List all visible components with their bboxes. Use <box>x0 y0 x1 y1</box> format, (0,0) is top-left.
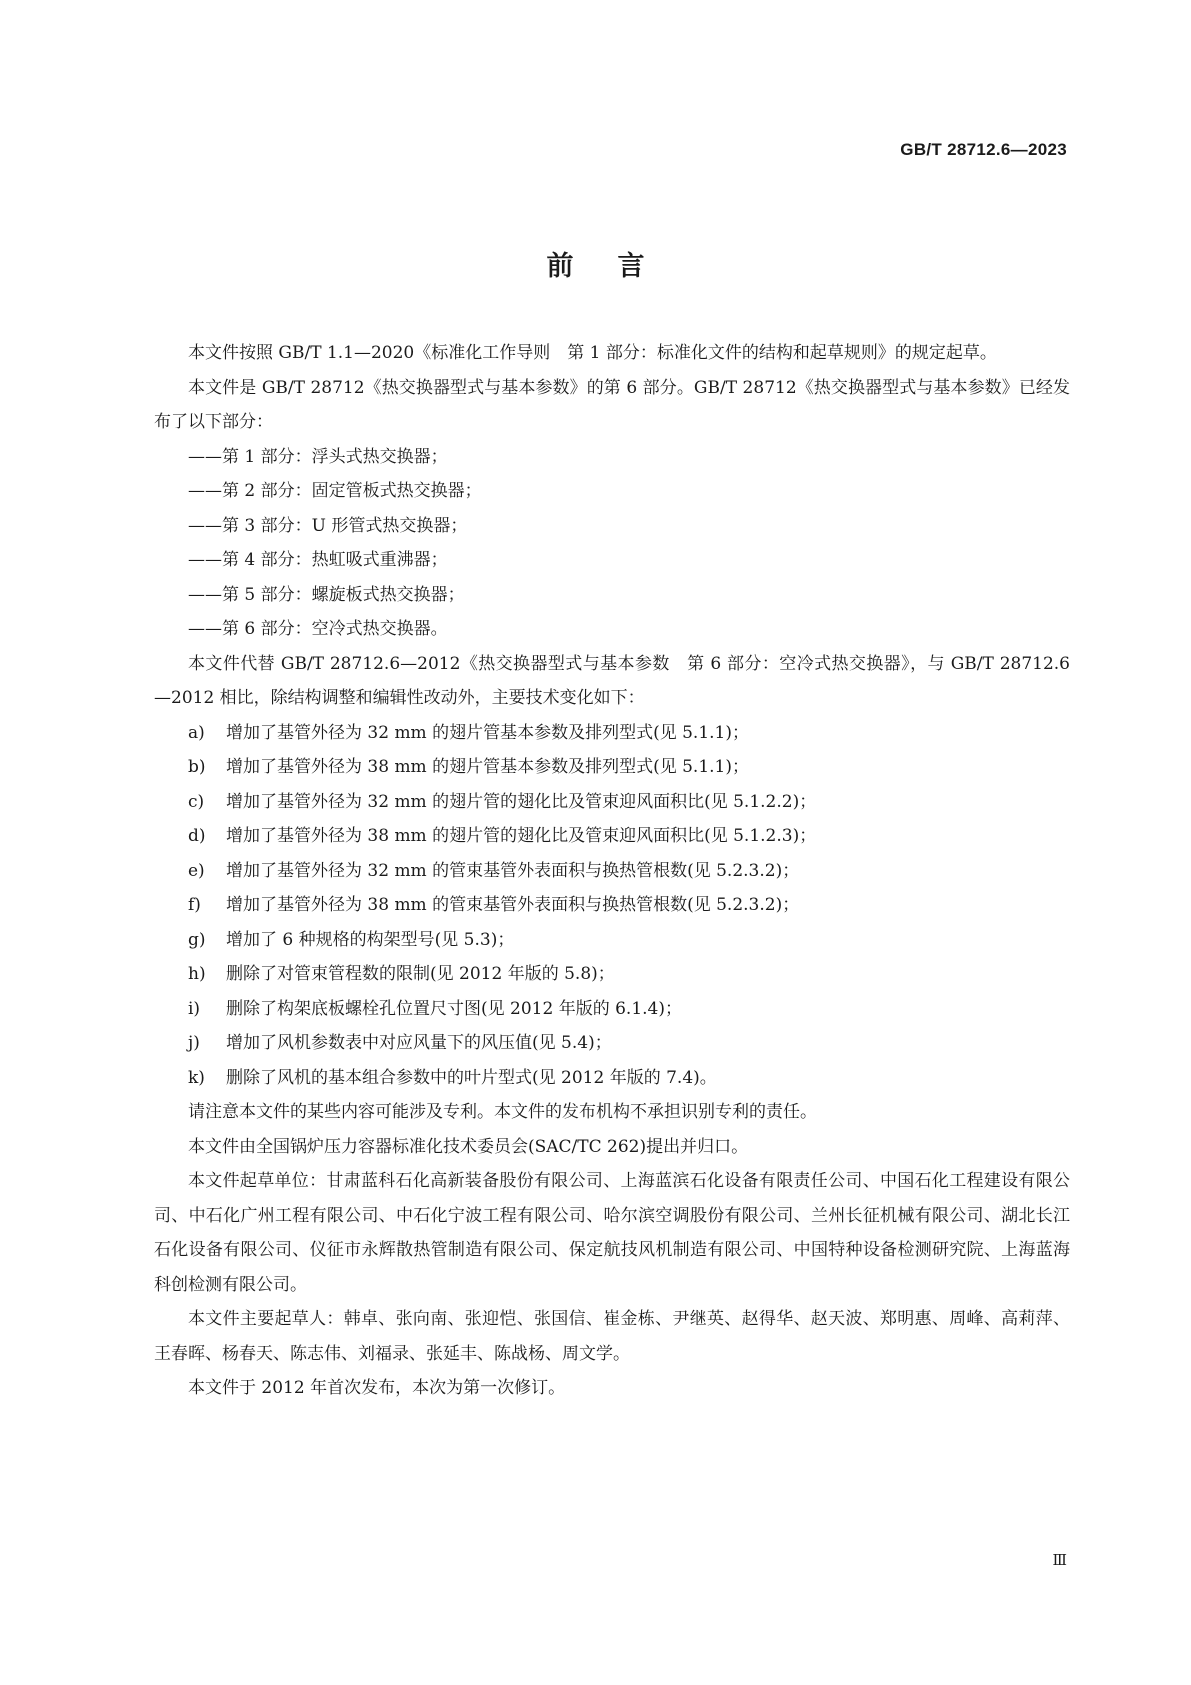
drafters: 本文件主要起草人：韩卓、张向南、张迎恺、张国信、崔金栋、尹继英、赵得华、赵天波、郑明惠、周峰、高莉萍、王春晖、杨春天、陈志伟、刘福录、张延丰、陈战杨、周文学。 <box>154 1309 1070 1364</box>
change-text: 删除了风机的基本组合参数中的叶片型式(见 2012 年版的 7.4)。 <box>226 1067 717 1088</box>
part-list-item: ——第 3 部分：U 形管式热交换器； <box>188 515 468 536</box>
change-item <box>154 854 1070 889</box>
change-text: 增加了基管外径为 38 mm 的翅片管基本参数及排列型式(见 5.1.1)； <box>226 757 750 777</box>
part-list-item: ——第 6 部分：空冷式热交换器。 <box>188 619 448 639</box>
part-list-item: ——第 1 部分：浮头式热交换器； <box>188 446 448 467</box>
change-text: 增加了基管外径为 32 mm 的翅片管的翅化比及管束迎风面积比(见 5.1.2.2)； <box>226 791 817 812</box>
change-text: 增加了 6 种规格的构架型号(见 5.3)； <box>226 929 515 950</box>
change-text: 增加了基管外径为 38 mm 的翅片管的翅化比及管束迎风面积比(见 5.1.2.3)； <box>226 826 817 846</box>
change-item <box>154 888 1070 923</box>
document-body <box>154 336 1070 1406</box>
change-label: a) <box>188 722 205 743</box>
part-list-item: ——第 2 部分：固定管板式热交换器； <box>188 481 482 501</box>
change-item <box>154 750 1070 785</box>
change-item <box>154 819 1070 854</box>
change-text: 增加了基管外径为 38 mm 的管束基管外表面积与换热管根数(见 5.2.3.2)； <box>226 895 800 915</box>
change-text: 删除了对管束管程数的限制(见 2012 年版的 5.8)； <box>226 964 615 984</box>
change-label: i) <box>188 998 201 1019</box>
change-text: 删除了构架底板螺栓孔位置尺寸图(见 2012 年版的 6.1.4)； <box>226 998 682 1019</box>
change-item <box>154 957 1070 992</box>
page-number: Ⅲ <box>1052 1551 1067 1569</box>
change-label: b) <box>188 757 206 777</box>
revision-history: 本文件于 2012 年首次发布，本次为第一次修订。 <box>188 1378 566 1398</box>
drafting-units: 本文件起草单位：甘肃蓝科石化高新装备股份有限公司、上海蓝滨石化设备有限责任公司、中国石化工程建设有限公司、中石化广州工程有限公司、中石化宁波工程有限公司、哈尔滨空调股份有限公司、兰州长征机械有限公司、湖北长江石化设备有限公司、仪征市永辉散热管制造有限公司、保定航技风机制造有限公司、中国特种设备检测研究院、上海蓝海科创检测有限公司。 <box>154 1171 1070 1295</box>
patent-notice: 请注意本文件的某些内容可能涉及专利。本文件的发布机构不承担识别专利的责任。 <box>188 1102 817 1122</box>
change-item <box>154 923 1070 958</box>
change-label: f) <box>188 895 201 915</box>
change-label: h) <box>188 964 206 984</box>
change-text: 增加了基管外径为 32 mm 的管束基管外表面积与换热管根数(见 5.2.3.2)； <box>226 860 800 881</box>
change-item <box>154 992 1070 1027</box>
part-list-item: ——第 5 部分：螺旋板式热交换器； <box>188 584 465 605</box>
change-text: 增加了基管外径为 32 mm 的翅片管基本参数及排列型式(见 5.1.1)； <box>226 722 750 743</box>
committee-statement: 本文件由全国锅炉压力容器标准化技术委员会(SAC/TC 262)提出并归口。 <box>188 1136 749 1157</box>
part-list-item: ——第 4 部分：热虹吸式重沸器； <box>188 550 448 570</box>
change-label: c) <box>188 791 205 812</box>
change-item <box>154 1061 1070 1096</box>
intro-paragraph-2: 本文件是 GB/T 28712《热交换器型式与基本参数》的第 6 部分。GB/T 28712《热交换器型式与基本参数》已经发布了以下部分： <box>154 377 1070 432</box>
page-title: 前言 <box>546 251 689 282</box>
change-item <box>154 1026 1070 1061</box>
replace-statement: 本文件代替 GB/T 28712.6—2012《热交换器型式与基本参数 第 6 部分：空冷式热交换器》，与 GB/T 28712.6—2012 相比，除结构调整和编辑性改动外，主要技术变化如下： <box>154 653 1070 708</box>
change-label: d) <box>188 826 206 846</box>
change-item <box>154 716 1070 751</box>
standard-code: GB/T 28712.6—2023 <box>900 140 1067 159</box>
change-label: k) <box>188 1067 205 1088</box>
change-label: e) <box>188 860 205 881</box>
change-text: 增加了风机参数表中对应风量下的风压值(见 5.4)； <box>226 1033 612 1053</box>
change-label: j) <box>188 1033 200 1053</box>
change-item <box>154 785 1070 820</box>
change-label: g) <box>188 929 206 950</box>
intro-paragraph-1: 本文件按照 GB/T 1.1—2020《标准化工作导则 第 1 部分：标准化文件的结构和起草规则》的规定起草。 <box>188 343 997 363</box>
